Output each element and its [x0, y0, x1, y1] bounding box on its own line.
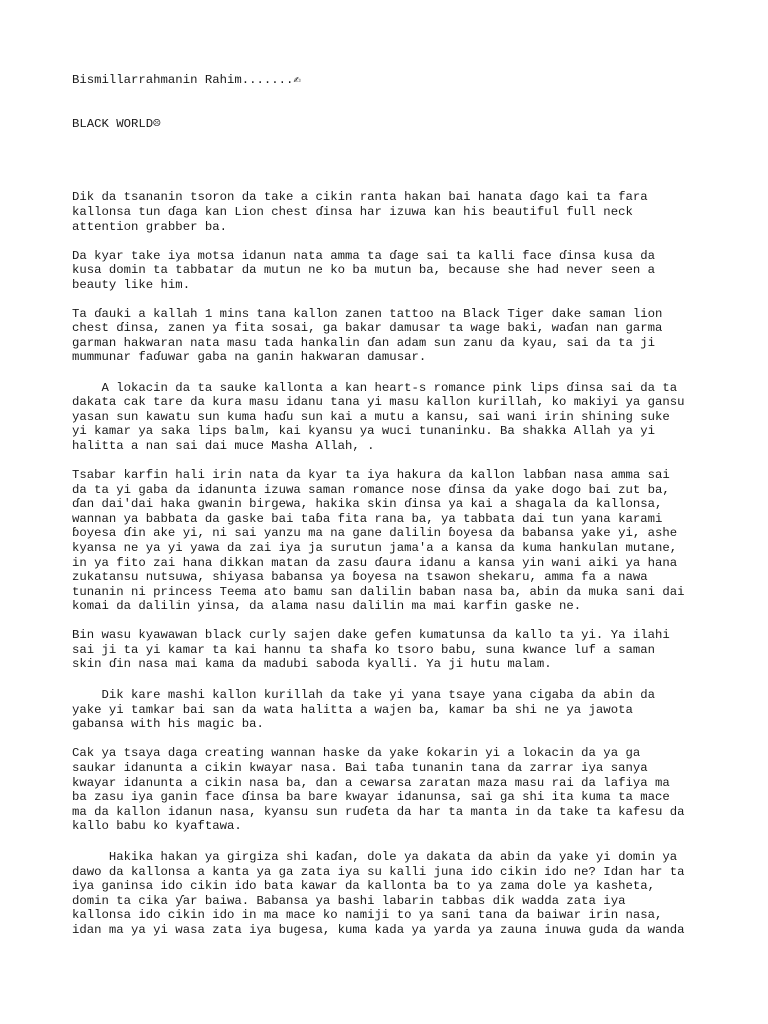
text-line: Da kyar take iya motsa idanun nata amma ta ɗage sai ta kalli face ɗinsa kusa da [72, 249, 655, 263]
text-line: dawo da kallonsa a kanta ya ga zata iya su kalli juna ido cikin ido ne? Idan har ta [72, 865, 685, 879]
text-line: tunanin ni princess Teema ato bamu san dalilin baban nasa ba, abin da muka sani dai [72, 585, 685, 599]
text-line: beauty like him. [72, 278, 191, 292]
text-line: zukatansu nutsuwa, shiyasa babansa ya ɓoyesa na tsawon shekaru, amma fa a nawa [72, 570, 648, 584]
text-line: sai ji ta yi kamar ta kai hannu ta shafa ko tsoro babu, suna kwance luf a saman [72, 643, 655, 657]
text-line: komai da dalilin yinsa, da alama nasu dalilin ma mai karfin gaske ne. [72, 599, 582, 613]
text-line: ma da kallon idanun nasa, kyansu sun ruɗeta da har ta manta in da take ta kafesu da [72, 805, 685, 819]
text-line: garman hakwaran nata masu tada hankalin ɗan adam sun zanu da kyau, sai da ta ji [72, 336, 655, 350]
text-line: kwayar idanunta a cikin nasa ba, dan a cewarsa zaratan maza masu rai da lafiya ma [72, 776, 670, 790]
text-line: gabansa with his magic ba. [72, 717, 264, 731]
text-line: Bin wasu kyawawan black curly sajen dake gefen kumatunsa da kallo ta yi. Ya ilahi [72, 628, 670, 642]
greeting-line: Bismillarrahmanin Rahim.......✍ [72, 73, 301, 87]
text-line: A lokacin da ta sauke kallonta a kan heart-s romance pink lips ɗinsa sai da ta [72, 381, 678, 395]
text-line: mummunar faɗuwar gaba na ganin hakwaran damusar. [72, 350, 427, 364]
text-line: Dik da tsananin tsoron da take a cikin ranta hakan bai hanata ɗago kai ta fara [72, 190, 648, 204]
text-line: Hakika hakan ya girgiza shi kaɗan, dole ya dakata da abin da yake yi domin ya [72, 850, 678, 864]
story-title: BLACK WORLD☹ [72, 117, 161, 131]
text-line: wannan ya babbata da gaske bai taɓa fita rana ba, ya tabbata dai tun yana karami [72, 512, 663, 526]
text-line: idan ma ya yi wasa zata iya bugesa, kuma kada ya yarda ya zauna inuwa guda da wanda [72, 923, 685, 937]
text-line: saukar idanunta a cikin kwayar nasa. Bai taɓa tunanin tana da zarrar iya sanya [72, 761, 648, 775]
text-line: kallonsa ido cikin ido in ma mace ko namiji to ya sani tana da baiwar irin nasa, [72, 908, 663, 922]
text-line: kallo babu ko kyaftawa. [72, 819, 242, 833]
text-line: yi kamar ya saka lips balm, kai kyansu ya wuci tunaninku. Ba shakka Allah ya yi [72, 424, 655, 438]
text-line: iya ganinsa ido cikin ido bata kawar da kallonta ba to ya zama dole ya kasheta, [72, 879, 655, 893]
text-line: skin ɗin nasa mai kama da madubi saboda kyalli. Ya ji hutu malam. [72, 657, 552, 671]
text-line: kusa domin ta tabbatar da mutun ne ko ba mutun ba, because she had never seen a [72, 263, 655, 277]
text-line: attention grabber ba. [72, 220, 227, 234]
text-line: kallonsa tun ɗaga kan Lion chest ɗinsa har izuwa kan his beautiful full neck [72, 205, 633, 219]
text-line: Dik kare mashi kallon kurillah da take yi yana tsaye yana cigaba da abin da [72, 688, 655, 702]
text-line: dakata cak tare da kura masu idanu tana yi masu kallon kurillah, ko makiyi ya gansu [72, 395, 685, 409]
text-line: Ta ɗauki a kallah 1 mins tana kallon zanen tattoo na Black Tiger dake saman lion [72, 307, 663, 321]
text-line: domin ta cika ƴar baiwa. Babansa ya bashi labarin tabbas dik wadda zata iya [72, 894, 626, 908]
text-line: chest ɗinsa, zanen ya fita sosai, ga bakar damusar ta wage baki, waɗan nan garma [72, 321, 663, 335]
text-line: ba zasu iya ganin face ɗinsa ba bare kwayar idanunsa, sai ga shi ita kuma ta mace [72, 790, 670, 804]
text-line: in ya fito zai hana dikkan matan da zasu ɗaura idanu a kansa yin wani aiki ya hana [72, 556, 678, 570]
text-line: yasan sun kawatu sun kuma haɗu sun kai a mutu a kansu, sai wani irin shining suke [72, 410, 670, 424]
text-line: Cak ya tsaya daga creating wannan haske da yake ƙokarin yi a lokacin da ya ga [72, 746, 641, 760]
text-line: da ta yi gaba da idanunta izuwa saman romance nose ɗinsa da yake dogo bai zut ba, [72, 483, 670, 497]
text-line: kyansa ne ya yi yawa da zai iya ja surutun jama'a a kansa da kuma hankulan mutane, [72, 541, 678, 555]
text-line: halitta a nan sai dai muce Masha Allah, . [72, 439, 375, 453]
text-line: ɓoyesa ɗin ake yi, ni sai yanzu ma na gane dalilin ɓoyesa da babansa yake yi, ashe [72, 526, 678, 540]
text-line: Tsabar karfin hali irin nata da kyar ta iya hakura da kallon labɓan nasa amma sai [72, 468, 670, 482]
text-line: ɗan dai'dai haka gwanin birgewa, hakika skin ɗinsa ya kai a shagala da kallonsa, [72, 497, 663, 511]
text-line: yake yi tamkar bai san da wata halitta a wajen ba, kamar ba shi ne ya jawota [72, 703, 633, 717]
